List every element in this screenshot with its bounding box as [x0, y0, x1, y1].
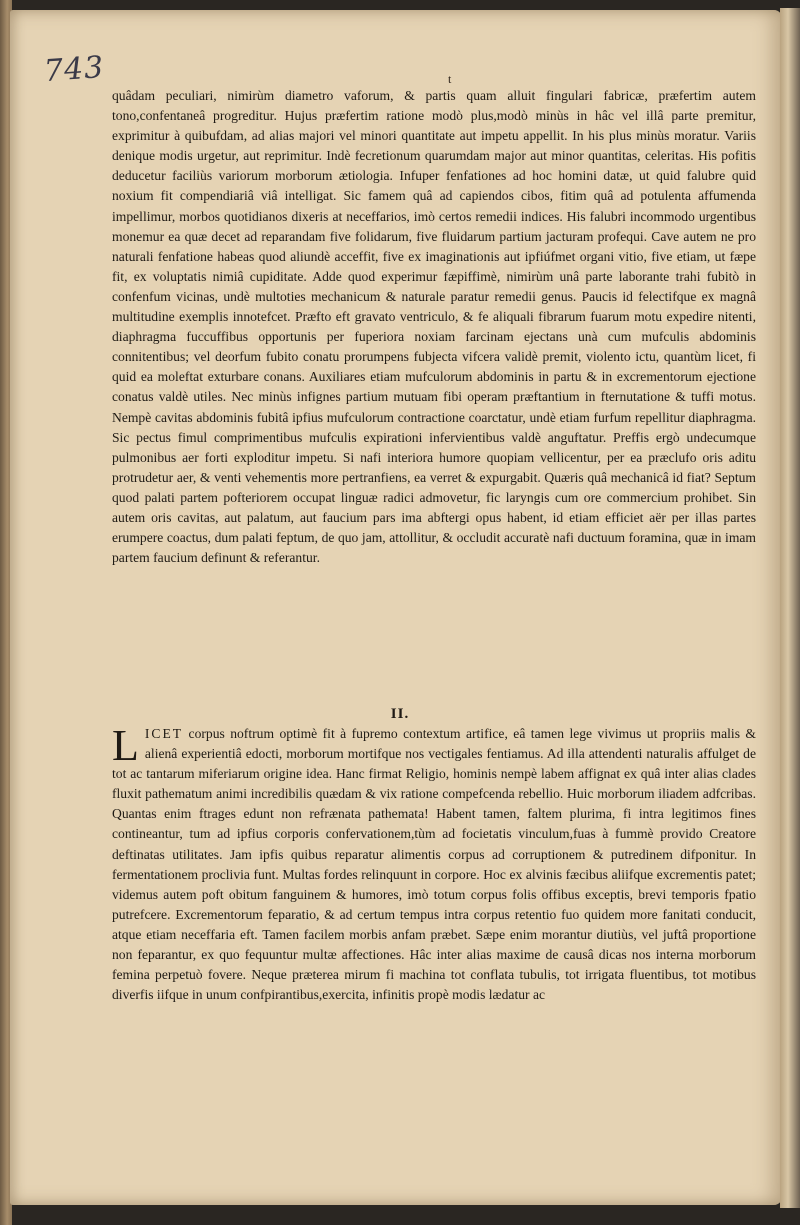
paragraph-body: corpus noftrum optimè fit à fupremo contextum artifice, eâ tamen lege vivimus ut propriis malis & alienâ experientiâ edocti, morborum mortifque nos vectigales fentiamus. Ad illa attendenti naturalis affulget de tot ac tantarum miferiarum origine idea. Hanc firmat Religio, hominis nempè labem affignat ex quâ inter alias clades fluxit pathematum animi incredibilis quædam & vix ratione compefcenda rebellio. Huic morborum iliadem adfcribas. Quantas enim ftrages edunt non refrænata pathemata! Habent tamen, faltem plurima, fi intra legitimos fines contineantur, tum ad ipfius corporis confervationem,tùm ad focietatis vinculum,fuas à fummè provido Creatore deftinatas utilitates. Jam ipfis quibus reparatur alimentis corpus ad corruptionem & putredinem difponitur. In fermentationem proclivia funt. Multas fordes relinquunt in corpore. Hoc ex alvinis fæcibus aliifque excrementis patet; videmus autem poft obitum fanguinem & humores, imò totum corpus folis offibus exceptis, brevi temporis fpatio putrefcere. Excrementorum feparatio, & ad certum tempus intra corpus retentio fuo quidem more fanitati conducit, atque etiam neceffaria eft. Tamen facilem morbis anfam præbet. Sæpe enim morantur diutiùs, vel juftâ proportione non feparantur, ex quo fequuntur multæ affectiones. Hâc inter alias maxime de causâ dicas nos interna morborum femina perpetuò fovere. Neque præterea mirum fi machina tot conflata tubulis, tot irrigata fluentibus, tot motibus diverfis iifque in unum confpirantibus,exercita, infinitis propè modis lædatur ac [112, 726, 756, 1003]
page-fore-edge [780, 8, 800, 1208]
section-opening-word: ICET [144, 726, 184, 741]
section-heading: II. [390, 706, 410, 722]
drop-cap: L [112, 721, 139, 770]
paragraph [112, 721, 756, 1005]
text-block-section-ii [112, 721, 756, 1005]
text-block-top [112, 86, 756, 568]
paragraph: quâdam peculiari, nimirùm diametro vaforum, & partis quam alluit fingulari fabricæ, præfertim autem tono,confentaneâ progreditur. Hujus præfertim ratione modò plus,modò minùs in hâc vel illâ parte premitur, exprimitur à quibufdam, ad alias majori vel minori quantitate aut impetu appellit. In his plus minùs moratur. Variis denique modis urgetur, aut reprimitur. Indè fecretionum quarumdam major aut minor quantitas, celeritas. His pofitis deducetur faciliùs variorum morborum ætiologia. Infuper fenfationes ad hoc homini datæ, ut quid falubre quid noxium fit compendiariâ viâ intelligat. Sic famem quâ ad capiendos cibos, fitim quâ ad potulenta affumenda impellimur, morbos quotidianos dixeris at neceffarios, imò certos remedii indices. His falubri incommodo urgentibus monemur ea quæ decet ad reparandam five folidarum, five fluidarum partium jacturam profequi. Cave autem ne pro naturali fenfatione habeas quod aliundè acceffit, five ex imaginationis aut ipfiúfmet organi vitio, five etiam, ut fæpe fit, ex voluptatis nimiâ cupiditate. Adde quod experimur fæpiffimè, nimirùm unâ parte laborante trahi fubitò in confenfum vicinas, undè multoties mechanicum & naturale paratur remedii genus. Paucis id felectifque ex magnâ multitudine exemplis innotefcet. Præfto eft gravato ventriculo, & fe aliquali fibrarum fuarum motu expedire nitenti, diaphragma fuccuffibus opportunis per fuperiora noxiam farcinam ejectans unà cum mufculis abdominis connitentibus; vel deorfum fubito conatu prorumpens fubjecta vifcera validè premit, violento ictu, quantùm licet, fi quid ea moleftat exturbare conans. Auxiliares etiam mufculorum abdominis in partu & in excrementorum ejectione conatus valdè utiles. Nec minùs infignes partium mutuam fibi operam præftantium in fternutatione & tuffi motus. Nempè cavitas abdominis fubitâ ipfius mufculorum contractione coarctatur, undè etiam furfum repellitur diaphragma. Sic pectus fimul comprimentibus mufculis expirationi infervientibus valdè anguftatur. Preffis ergò undecumque pulmonibus aer forti exploditur impetu. Si nafi interiora humore quopiam vellicentur, per ea præclufo oris aditu protrudetur aer, & venti vehementis more pertranfiens, ea verret & expurgabit. Quæris quâ mechanicâ id fiat? Septum quod palati partem pofteriorem occupat linguæ radici admovetur, fic laryngis cum ore commercium prohibet. Sin autem oris cavitas, aut palatum, aut faucium pars ima abftergi opus habent, id etiam efficiet aër per illas partes erumpere coactus, dum palati feptum, de quo jam, attollitur, & occludit accuratè nafi ductuum foramina, quæ in imam partem faucium definunt & referantur. [112, 88, 756, 566]
page-number: 743 [42, 49, 106, 90]
signature-mark: t [448, 72, 452, 86]
